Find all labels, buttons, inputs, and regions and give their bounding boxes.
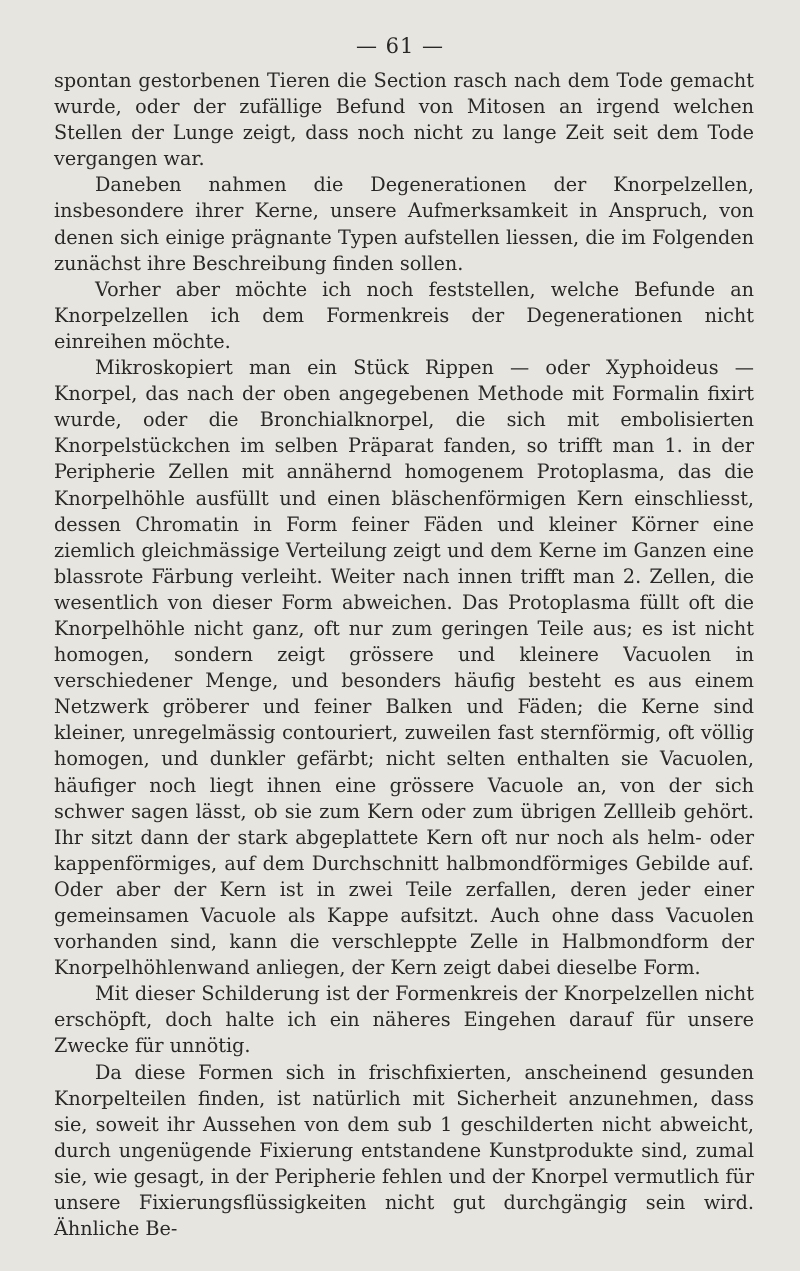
paragraph: Mit dieser Schilderung ist der Formenkreis der Knorpelzellen nicht erschöpft, doch halte ich ein näheres Eingehen darauf für unsere Zwecke für unnötig. [54,982,754,1058]
page-number-header: — 61 — [355,34,445,58]
body-text [54,68,754,1242]
paragraph: Mikroskopiert man ein Stück Rippen — oder Xyphoideus — Knorpel, das nach der oben angegebenen Methode mit Formalin fixirt wurde, oder die Bronchialknorpel, die sich mit embolisierten Knorpelstückchen im selben Präparat fanden, so trifft man 1. in der Peripherie Zellen mit annähernd homogenem Protoplasma, das die Knorpelhöhle ausfüllt und einen bläschenförmigen Kern einschliesst, dessen Chromatin in Form feiner Fäden und kleiner Körner eine ziemlich gleichmässige Verteilung zeigt und dem Kerne im Ganzen eine blassrote Färbung verleiht. Weiter nach innen trifft man 2. Zellen, die wesentlich von dieser Form abweichen. Das Protoplasma füllt oft die Knorpelhöhle nicht ganz, oft nur zum geringen Teile aus; es ist nicht homogen, sondern zeigt grössere und kleinere Vacuolen in verschiedener Menge, und besonders häufig besteht es aus einem Netzwerk gröberer und feiner Balken und Fäden; die Kerne sind kleiner, unregelmässig contouriert, zuweilen fast sternförmig, oft völlig homogen, und dunkler gefärbt; nicht selten enthalten sie Vacuolen, häufiger noch liegt ihnen eine grössere Vacuole an, von der sich schwer sagen lässt, ob sie zum Kern oder zum übrigen Zellleib gehört. Ihr sitzt dann der stark abgeplattete Kern oft nur noch als helm- oder kappenförmiges, auf dem Durchschnitt halbmondförmiges Gebilde auf. Oder aber der Kern ist in zwei Teile zerfallen, deren jeder einer gemeinsamen Vacuole als Kappe aufsitzt. Auch ohne dass Vacuolen vorhanden sind, kann die verschleppte Zelle in Halbmondform der Knorpelhöhlenwand anliegen, der Kern zeigt dabei dieselbe Form. [54,356,754,980]
paragraph: Da diese Formen sich in frischfixierten, anscheinend gesunden Knorpelteilen finden, ist natürlich mit Sicherheit anzunehmen, dass sie, soweit ihr Aussehen von dem sub 1 geschilderten nicht abweicht, durch ungenügende Fixierung entstandene Kunstprodukte sind, zumal sie, wie gesagt, in der Peripherie fehlen und der Knorpel vermutlich für unsere Fixierungsflüssigkeiten nicht gut durchgängig sein wird. Ähnliche Be- [54,1060,754,1241]
paragraph: spontan gestorbenen Tieren die Section rasch nach dem Tode gemacht wurde, oder der zufällige Befund von Mitosen an irgend welchen Stellen der Lunge zeigt, dass noch nicht zu lange Zeit seit dem Tode vergangen war. [54,69,754,171]
paragraph: Daneben nahmen die Degenerationen der Knorpelzellen, insbesondere ihrer Kerne, unsere Aufmerksamkeit in Anspruch, von denen sich einige prägnante Typen aufstellen liessen, die im Folgenden zunächst ihre Beschreibung finden sollen. [54,173,754,275]
paragraph: Vorher aber möchte ich noch feststellen, welche Befunde an Knorpelzellen ich dem Formenkreis der Degenerationen nicht einreihen möchte. [54,277,754,353]
